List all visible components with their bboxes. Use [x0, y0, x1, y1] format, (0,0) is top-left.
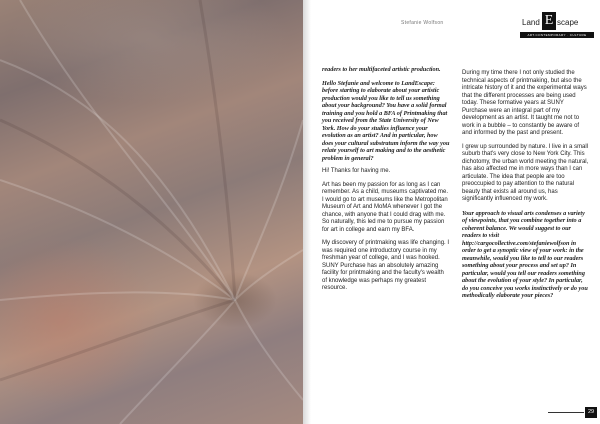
- page-gutter: [303, 0, 311, 424]
- author-name: Stefanie Wolfson: [401, 20, 444, 26]
- logo-scape-text: scape: [557, 18, 579, 27]
- answer-printmaking: My discovery of printmaking was life changing. I was required one introductory course in my freshman year of college, and I was hooked. SUNY Purchase has an absolutely amazing facility for printmaking and the faculty's wealth of knowledge was perhaps my greatest resource.: [322, 240, 450, 291]
- answer-passion: Art has been my passion for as long as I can remember. As a child, museums captivated me. I would go to art museums like the Metropolitan Museum of Art and MoMA whenever I got the chance, with anyone that I could drag with me. So naturally, this led me to pursue my passion for art in college and earn my BFA.: [322, 181, 449, 233]
- answer-greeting: Hi! Thanks for having me.: [322, 168, 391, 174]
- question-intro: readers to her multifaceted artistic production.: [322, 66, 441, 73]
- answer-nature: I grew up surrounded by nature. I live in a small suburb that's very close to New York City. This dichotomy, the urban world meeting the natural, has also affected me in more ways than I can articulate. The idea that people are too preoccupied to pay attention to the natural beauty that exists all around us, has significantly influenced my work.: [462, 143, 589, 202]
- logo-land-text: Land: [522, 18, 540, 27]
- text-column-right: [462, 70, 590, 306]
- page-number: 29: [585, 407, 597, 418]
- question-process: Your approach to visual arts condenses a variety of viewpoints, that you combine together into a coherent balance. We would suggest to our readers to visit http://cargocollective.com/stefaniewolfson in order to get a synoptic view of your work: in the meanwhile, would you like to tell to our readers something about your process and set up? In particular, would you tell our readers something about the evolution of your style? In particular, do you conceive you works instinctively or do you methodically elaborate your pieces?: [462, 209, 588, 299]
- logo-tagline: ART.CONTEMPORARY · CULTURE: [527, 33, 587, 37]
- question-background: Hello Stefanie and welcome to LandEscape: before starting to elaborate about your artistic production would you like to tell us something about your background? You have a solid formal training and you hold a BFA of Printmaking that you received from the State University of New York. How do your studies influence your evolution as an artist? And in particular, how does your cultural substratum inform the way you relate yourself to art making and to the aesthetic problem in general?: [322, 79, 450, 162]
- page-number-rule: [548, 412, 584, 413]
- landescape-logo: [520, 10, 594, 40]
- text-column-left: [322, 66, 450, 299]
- answer-studies: During my time there I not only studied the technical aspects of printmaking, but also the intricate history of it and the experimental ways that the different processes are being used today. These formative years at SUNY Purchase were an integral part of my development as an artist. It taught me not to work in a bubble – to constantly be aware of and informed by the past and present.: [462, 70, 587, 136]
- logo-e-block: E: [542, 12, 556, 30]
